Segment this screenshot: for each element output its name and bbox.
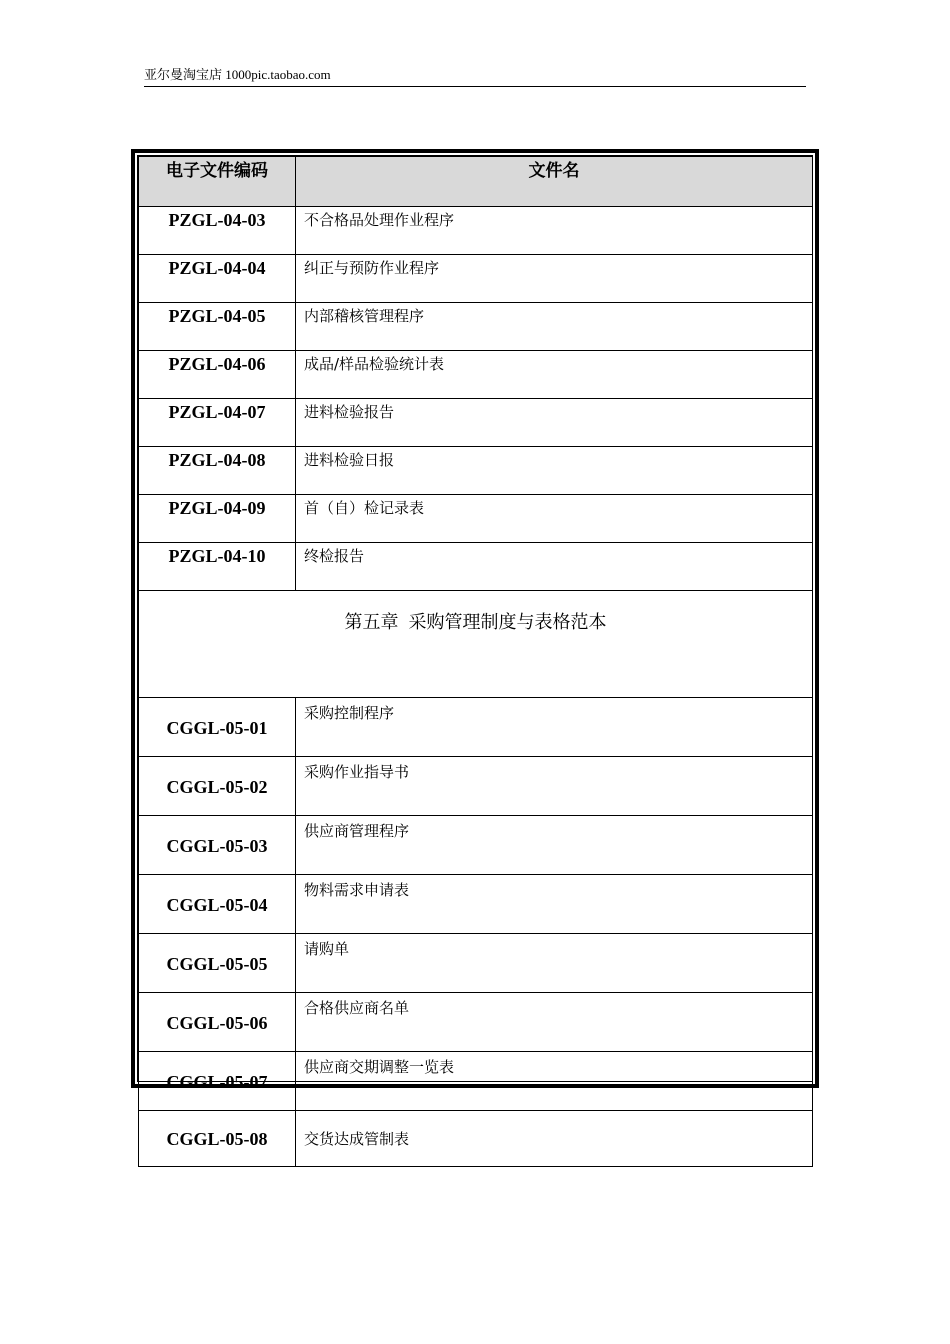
table-row bbox=[139, 255, 813, 303]
file-name: 物料需求申请表 bbox=[296, 875, 813, 934]
table-row bbox=[139, 757, 813, 816]
file-code: CGGL-05-04 bbox=[139, 875, 296, 934]
table-row bbox=[139, 1052, 813, 1111]
file-code: PZGL-04-04 bbox=[139, 255, 296, 303]
table-row bbox=[139, 1111, 813, 1167]
file-name: 终检报告 bbox=[296, 543, 813, 591]
page-header: 亚尔曼淘宝店 1000pic.taobao.com bbox=[144, 66, 806, 87]
file-code: PZGL-04-10 bbox=[139, 543, 296, 591]
file-name: 请购单 bbox=[296, 934, 813, 993]
table-header-row bbox=[139, 157, 813, 207]
table-row bbox=[139, 993, 813, 1052]
file-code: PZGL-04-07 bbox=[139, 399, 296, 447]
chapter-number: 第五章 bbox=[344, 612, 399, 633]
file-code: CGGL-05-07 bbox=[139, 1052, 296, 1111]
file-name: 首（自）检记录表 bbox=[296, 495, 813, 543]
document-table-container bbox=[137, 155, 813, 1149]
file-name: 纠正与预防作业程序 bbox=[296, 255, 813, 303]
file-code: CGGL-05-02 bbox=[139, 757, 296, 816]
file-name: 采购控制程序 bbox=[296, 698, 813, 757]
table-row bbox=[139, 698, 813, 757]
chapter-row bbox=[139, 591, 813, 698]
file-code: PZGL-04-05 bbox=[139, 303, 296, 351]
file-name: 成品/样品检验统计表 bbox=[296, 351, 813, 399]
file-code: CGGL-05-03 bbox=[139, 816, 296, 875]
file-code: PZGL-04-08 bbox=[139, 447, 296, 495]
column-header-code: 电子文件编码 bbox=[139, 157, 296, 207]
file-code: PZGL-04-06 bbox=[139, 351, 296, 399]
table-row bbox=[139, 934, 813, 993]
table-row bbox=[139, 495, 813, 543]
file-code: CGGL-05-06 bbox=[139, 993, 296, 1052]
file-name: 进料检验报告 bbox=[296, 399, 813, 447]
file-name: 合格供应商名单 bbox=[296, 993, 813, 1052]
file-name: 交货达成管制表 bbox=[296, 1111, 813, 1167]
file-name: 供应商管理程序 bbox=[296, 816, 813, 875]
chapter-title: 采购管理制度与表格范本 bbox=[408, 612, 607, 633]
table-row bbox=[139, 207, 813, 255]
column-header-name: 文件名 bbox=[296, 157, 813, 207]
file-name: 不合格品处理作业程序 bbox=[296, 207, 813, 255]
table-row bbox=[139, 875, 813, 934]
file-code: CGGL-05-05 bbox=[139, 934, 296, 993]
file-code: PZGL-04-09 bbox=[139, 495, 296, 543]
file-code: CGGL-05-08 bbox=[139, 1111, 296, 1167]
table-row bbox=[139, 816, 813, 875]
table-row bbox=[139, 447, 813, 495]
table-row bbox=[139, 303, 813, 351]
file-name: 供应商交期调整一览表 bbox=[296, 1052, 813, 1111]
table-row bbox=[139, 543, 813, 591]
file-name: 采购作业指导书 bbox=[296, 757, 813, 816]
file-code: PZGL-04-03 bbox=[139, 207, 296, 255]
file-name: 内部稽核管理程序 bbox=[296, 303, 813, 351]
table-row bbox=[139, 351, 813, 399]
file-code: CGGL-05-01 bbox=[139, 698, 296, 757]
table-row bbox=[139, 399, 813, 447]
chapter-heading bbox=[139, 591, 813, 698]
document-list-table bbox=[138, 156, 813, 1167]
file-name: 进料检验日报 bbox=[296, 447, 813, 495]
